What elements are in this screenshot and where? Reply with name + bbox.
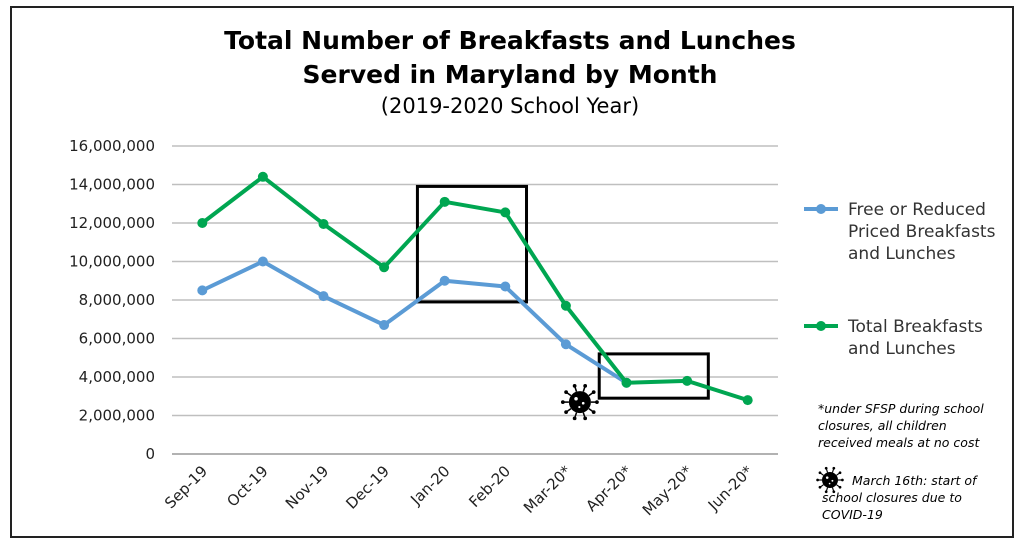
x-tick-label: Oct-19 [223,462,272,511]
x-tick-label: Sep-19 [161,462,212,513]
series-lines [197,172,752,405]
data-point [682,376,692,386]
y-tick-label: 8,000,000 [78,291,155,309]
y-tick-label: 16,000,000 [69,137,155,155]
x-axis [161,462,757,519]
x-tick-label: Jun-20* [704,462,757,515]
legend-label: and Lunches [848,339,956,359]
y-tick-label: 0 [145,445,155,463]
series-line-2 [202,177,747,400]
y-tick-label: 12,000,000 [69,214,155,232]
x-tick-label: Nov-19 [281,462,333,513]
x-tick-label: Apr-20* [582,462,636,516]
legend-swatch-marker [816,321,826,331]
covid-note: March 16th: start of school closures due to COVID-19 [822,473,977,522]
data-point [500,207,510,217]
x-tick-label: Dec-19 [342,462,393,513]
y-tick-label: 10,000,000 [69,252,155,271]
data-point [379,262,389,272]
sfsp-note: *under SFSP during school closures, all children received meals at no cost [818,401,984,450]
virus-marker [561,384,844,493]
gridlines [172,146,778,454]
data-point [440,197,450,207]
x-tick-label: May-20* [638,462,696,520]
data-point [197,285,207,295]
highlight-boxes [417,186,708,398]
x-tick-label: Feb-20 [465,462,515,511]
chart-subtitle: (2019-2020 School Year) [380,94,640,118]
y-tick-label: 2,000,000 [78,406,155,425]
data-point [561,339,571,349]
y-axis [69,137,155,463]
chart-title-line-1: Total Number of Breakfasts and Lunches [224,26,796,55]
data-point [258,257,268,267]
data-point [743,395,753,405]
data-point [379,320,389,330]
data-point [500,282,510,292]
data-point [440,276,450,286]
data-point [258,172,268,182]
data-point [622,378,632,388]
y-tick-label: 4,000,000 [78,368,155,386]
legend [804,200,996,359]
x-tick-label: Jan-20 [407,462,454,509]
legend-label: and Lunches [848,244,956,264]
legend-label: Priced Breakfasts [848,222,996,242]
series-line-1 [202,262,626,383]
x-tick-label: Mar-20* [520,462,575,517]
y-tick-label: 14,000,000 [69,175,155,194]
chart-title-line-2: Served in Maryland by Month [302,60,718,89]
y-tick-label: 6,000,000 [78,329,155,348]
data-point [561,301,571,311]
data-point [197,218,207,228]
legend-swatch-marker [816,204,826,214]
legend-label: Free or Reduced [848,200,986,220]
legend-label: Total Breakfasts [848,317,983,337]
data-point [319,219,329,229]
data-point [319,291,329,301]
